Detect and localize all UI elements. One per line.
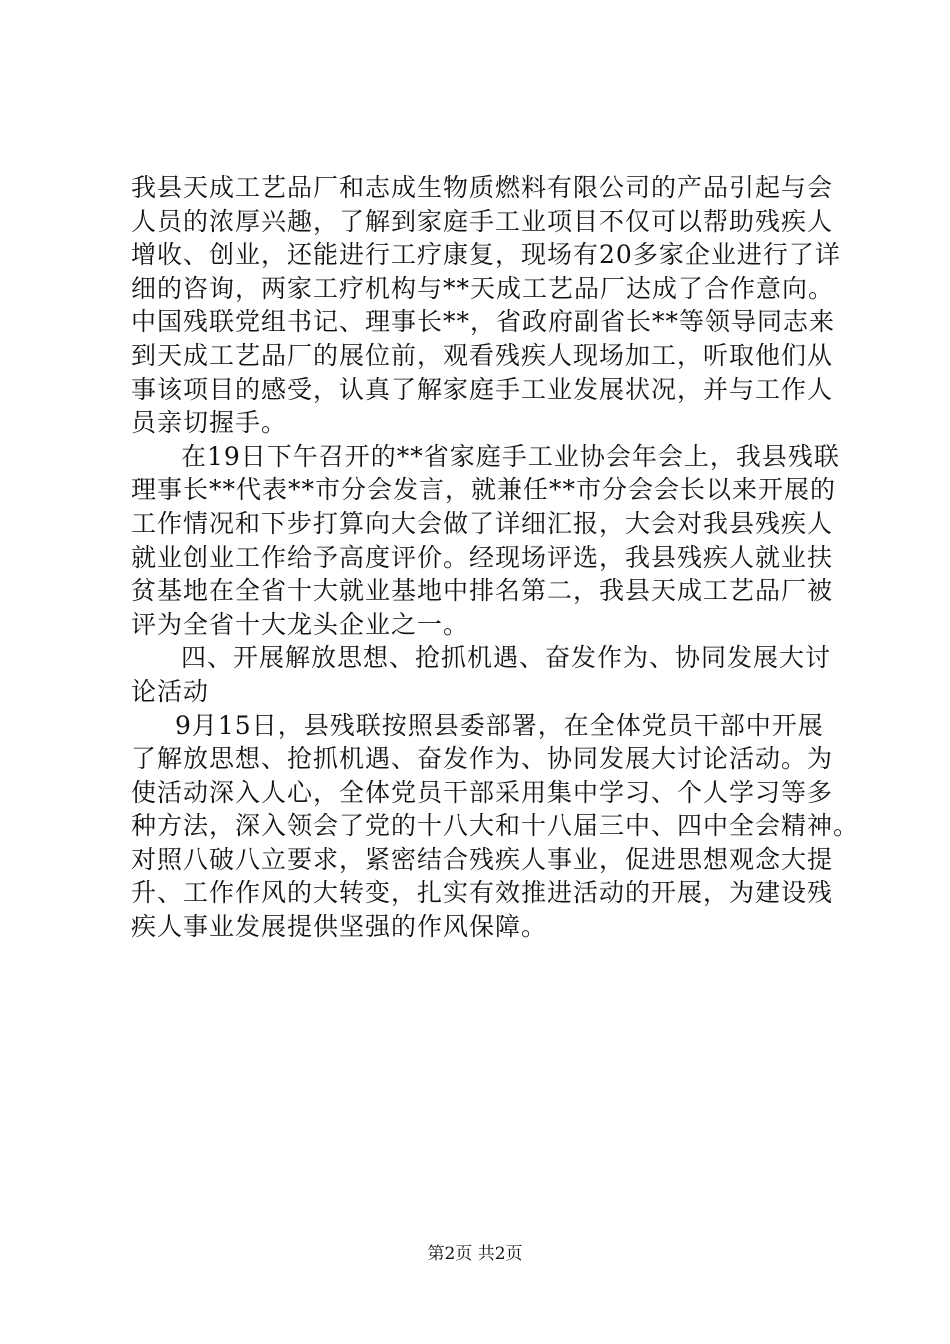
text-line: 细的咨询，两家工疗机构与**天成工艺品厂达成了合作意向。	[131, 273, 835, 303]
section-heading: 四、开展解放思想、抢抓机遇、奋发作为、协同发展大讨	[181, 643, 832, 673]
section-heading-continued: 论活动	[131, 676, 210, 706]
text-line: 了解放思想、抢抓机遇、奋发作为、协同发展大讨论活动。为	[131, 744, 834, 774]
text-line: 理事长**代表**市分会发言，就兼任**市分会会长以来开展的	[131, 475, 837, 505]
text-line: 中国残联党组书记、理事长**，省政府副省长**等领导同志来	[131, 307, 836, 337]
document-body	[131, 171, 860, 944]
text-line: 贫基地在全省十大就业基地中排名第二，我县天成工艺品厂被	[131, 576, 834, 606]
text-line: 使活动深入人心，全体党员干部采用集中学习、个人学习等多	[131, 777, 834, 807]
text-line: 评为全省十大龙头企业之一。	[131, 609, 470, 639]
text-line: 对照八破八立要求，紧密结合残疾人事业，促进思想观念大提	[131, 844, 834, 874]
page-number-footer: 第2页 共2页	[427, 1244, 523, 1264]
text-line: 员亲切握手。	[131, 408, 288, 438]
text-line: 我县天成工艺品厂和志成生物质燃料有限公司的产品引起与会	[131, 173, 834, 202]
text-line: 增收、创业，还能进行工疗康复，现场有20多家企业进行了详	[131, 240, 841, 270]
text-line: 疾人事业发展提供坚强的作风保障。	[131, 912, 548, 942]
text-line: 升、工作作风的大转变，扎实有效推进活动的开展，为建设残	[131, 878, 834, 908]
text-line: 事该项目的感受，认真了解家庭手工业发展状况，并与工作人	[131, 374, 834, 404]
text-line: 在19日下午召开的**省家庭手工业协会年会上，我县残联	[181, 441, 840, 471]
text-line: 9月15日，县残联按照县委部署，在全体党员干部中开展	[175, 710, 824, 740]
text-line: 人员的浓厚兴趣，了解到家庭手工业项目不仅可以帮助残疾人	[131, 206, 834, 236]
text-line: 工作情况和下步打算向大会做了详细汇报，大会对我县残疾人	[131, 508, 834, 538]
text-line: 到天成工艺品厂的展位前，观看残疾人现场加工，听取他们从	[131, 340, 834, 370]
text-line: 种方法，深入领会了党的十八大和十八届三中、四中全会精神。	[131, 811, 860, 841]
text-line: 就业创业工作给予高度评价。经现场评选，我县残疾人就业扶	[131, 542, 834, 572]
